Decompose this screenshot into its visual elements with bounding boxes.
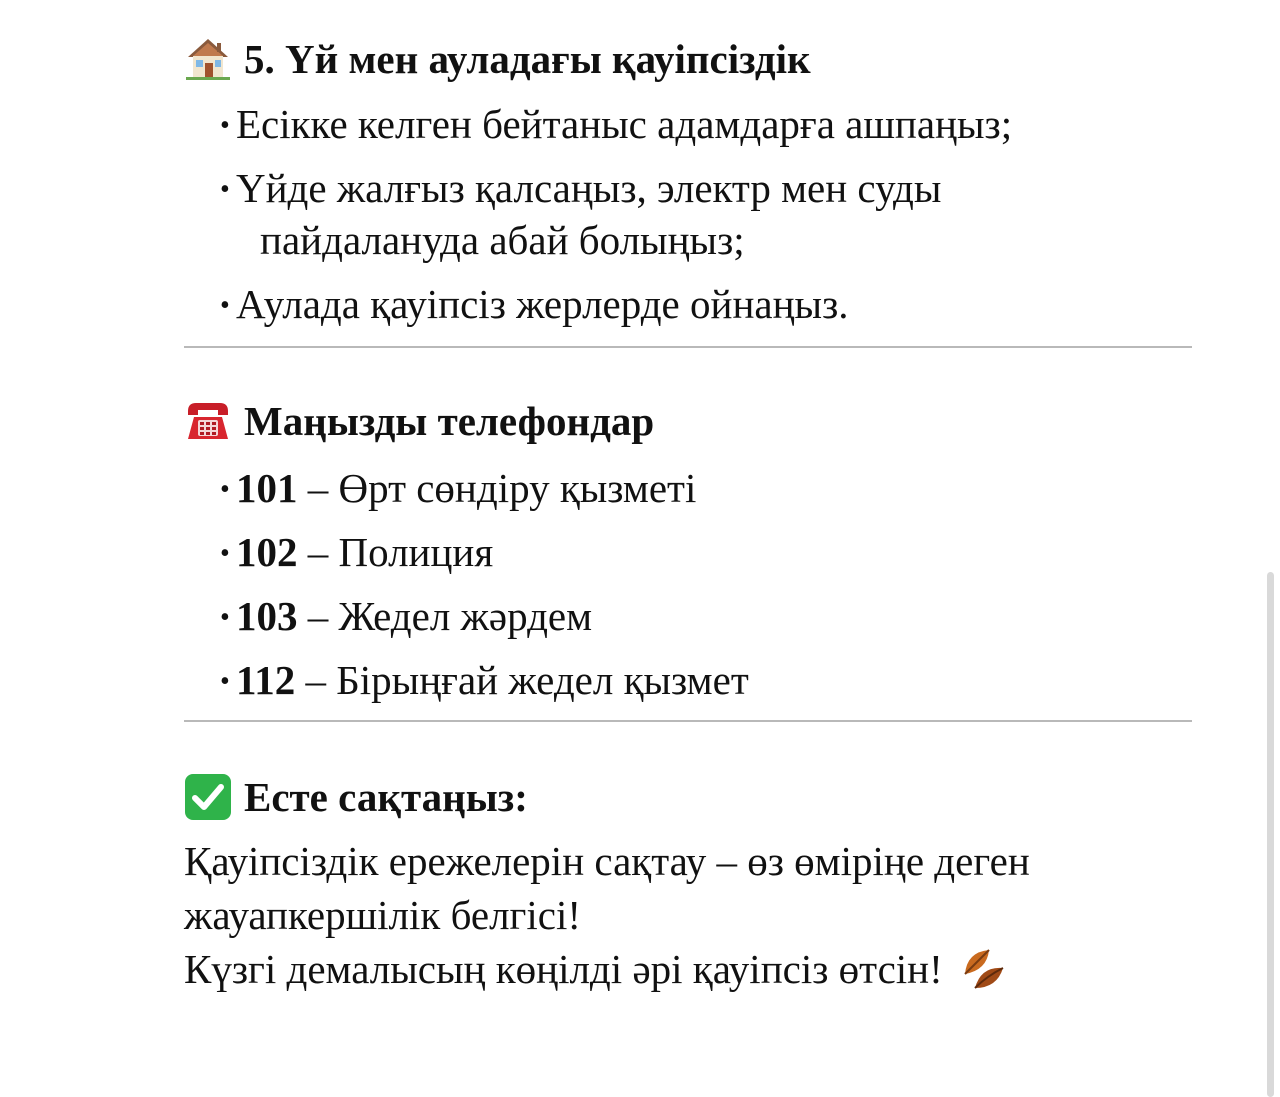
phone-number: 103 bbox=[236, 593, 298, 639]
check-mark-icon bbox=[184, 773, 232, 821]
section-home-heading: 5. Үй мен ауладағы қауіпсіздік bbox=[244, 36, 811, 82]
paragraph-text: жауапкершілік белгісі! bbox=[184, 892, 582, 938]
list-item bbox=[220, 162, 941, 216]
section-phones-heading: Маңызды телефондар bbox=[244, 398, 655, 444]
bullet: • bbox=[220, 538, 230, 569]
section-remember-title bbox=[184, 772, 528, 822]
scrollbar[interactable] bbox=[1267, 572, 1274, 1097]
phone-number: 101 bbox=[236, 465, 298, 511]
bullet: • bbox=[220, 290, 230, 321]
house-icon bbox=[184, 35, 232, 83]
paragraph-line bbox=[184, 888, 581, 942]
telephone-icon bbox=[184, 397, 232, 445]
list-item-continuation bbox=[220, 214, 745, 266]
list-item-text: Аулада қауіпсіз жерлерде ойнаңыз. bbox=[236, 281, 849, 327]
section-divider bbox=[184, 720, 1192, 722]
phone-service: – Жедел жәрдем bbox=[297, 593, 593, 639]
phone-item bbox=[220, 590, 592, 644]
section-divider bbox=[184, 346, 1192, 348]
fallen-leaf-icon bbox=[957, 944, 1007, 994]
list-item-text: Есікке келген бейтаныс адамдарға ашпаңыз; bbox=[236, 101, 1013, 147]
phone-service: – Өрт сөндіру қызметі bbox=[297, 465, 697, 511]
paragraph-text: Күзгі демалысың көңілді әрі қауіпсіз өтсін! bbox=[184, 946, 943, 992]
phone-item bbox=[220, 526, 493, 580]
phone-service: – Бірыңғай жедел қызмет bbox=[295, 657, 749, 703]
section-remember-heading: Есте сақтаңыз: bbox=[244, 774, 528, 820]
section-phones-title bbox=[184, 396, 654, 446]
phone-number: 102 bbox=[236, 529, 298, 575]
list-item bbox=[220, 278, 849, 332]
list-item-text: Үйде жалғыз қалсаңыз, электр мен суды bbox=[236, 165, 942, 211]
paragraph-text: Қауіпсіздік ережелерін сақтау – өз өміріңе деген bbox=[184, 838, 1030, 884]
bullet: • bbox=[220, 666, 230, 697]
list-item-text: пайдалануда абай болыңыз; bbox=[260, 217, 745, 263]
bullet: • bbox=[220, 474, 230, 505]
phone-item bbox=[220, 462, 696, 516]
paragraph-line bbox=[184, 834, 1030, 888]
list-item bbox=[220, 98, 1012, 152]
phone-item bbox=[220, 654, 749, 708]
phone-number: 112 bbox=[236, 657, 296, 703]
phone-service: – Полиция bbox=[297, 529, 494, 575]
bullet: • bbox=[220, 174, 230, 205]
bullet: • bbox=[220, 602, 230, 633]
bullet: • bbox=[220, 110, 230, 141]
paragraph-line bbox=[184, 942, 1007, 996]
section-home-title bbox=[184, 34, 811, 84]
